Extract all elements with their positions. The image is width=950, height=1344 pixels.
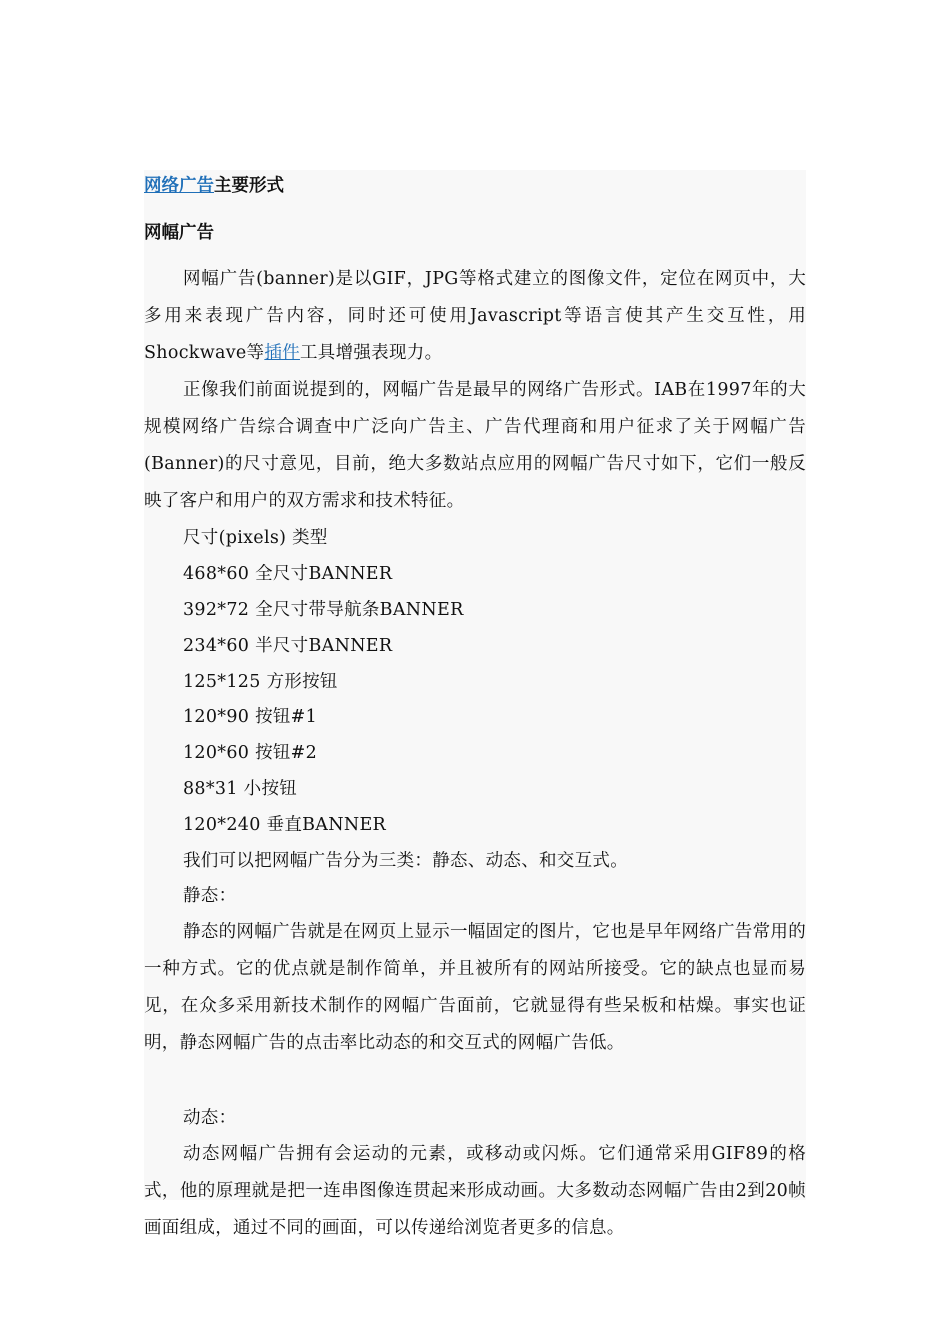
size-row: 120*60 按钮#2 [183, 743, 318, 763]
size-row: 125*125 方形按钮 [183, 672, 338, 692]
size-row: 468*60 全尺寸BANNER [183, 564, 393, 584]
paragraph-static: 静态的网幅广告就是在网页上显示一幅固定的图片，它也是早年网络广告常用的一种方式。它的优点就是制作简单，并且被所有的网站所接受。它的缺点也显而易见，在众多采用新技术制作的网幅广告面前，它就显得有些呆板和枯燥。事实也证明，静态网幅广告的点击率比动态的和交互式的网幅广告低。 [144, 922, 806, 1053]
size-table-header: 尺寸(pixels) 类型 [183, 528, 328, 548]
article-body [144, 170, 806, 1238]
plugin-link[interactable]: 插件 [264, 343, 300, 363]
section-heading: 网幅广告 [144, 223, 214, 243]
size-row: 392*72 全尺寸带导航条BANNER [183, 600, 464, 620]
title-link[interactable]: 网络广告 [144, 176, 214, 196]
paragraph-history: 正像我们前面说提到的，网幅广告是最早的网络广告形式。IAB在1997年的大规模网络广告综合调查中广泛向广告主、广告代理商和用户征求了关于网幅广告(Banner)的尺寸意见，目前，绝大多数站点应用的网幅广告尺寸如下，它们一般反映了客户和用户的双方需求和技术特征。 [144, 380, 806, 511]
paragraph-dynamic: 动态网幅广告拥有会运动的元素，或移动或闪烁。它们通常采用GIF89的格式，他的原理就是把一连串图像连贯起来形成动画。大多数动态网幅广告由2到20帧画面组成，通过不同的画面，可以传递给浏览者更多的信息。 [144, 1144, 806, 1238]
size-row: 120*90 按钮#1 [183, 707, 318, 727]
dynamic-label: 动态： [183, 1108, 237, 1128]
size-row: 234*60 半尺寸BANNER [183, 636, 393, 656]
title-text: 主要形式 [214, 176, 284, 196]
article-title [144, 174, 284, 198]
paragraph-intro-text: 网幅广告(banner)是以GIF，JPG等格式建立的图像文件，定位在网页中，大多用来表现广告内容，同时还可使用Javascript等语言使其产生交互性，用Shockwave等 [144, 269, 806, 363]
size-row: 120*240 垂直BANNER [183, 815, 386, 835]
category-summary: 我们可以把网幅广告分为三类：静态、动态、和交互式。 [183, 851, 628, 871]
paragraph-intro [144, 261, 806, 372]
paragraph-intro-end: 工具增强表现力。 [299, 343, 443, 363]
static-label: 静态： [183, 886, 237, 906]
size-row: 88*31 小按钮 [183, 779, 298, 799]
